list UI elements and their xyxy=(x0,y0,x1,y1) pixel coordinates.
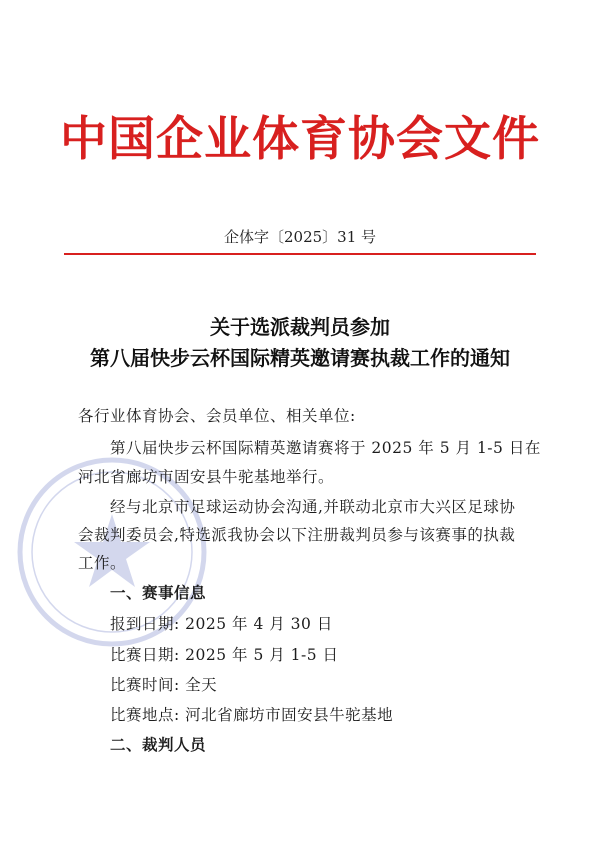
document-number: 企体字〔2025〕31 号 xyxy=(223,228,377,246)
section-2-heading: 二、裁判人员 xyxy=(110,736,207,754)
info-match-venue: 比赛地点: 河北省廊坊市固安县牛驼基地 xyxy=(110,706,394,724)
notice-title-line-1: 关于选派裁判员参加 xyxy=(210,315,390,339)
info-report-date: 报到日期: 2025 年 4 月 30 日 xyxy=(110,615,333,633)
org-header-title: 中国企业体育协会文件 xyxy=(60,112,540,167)
notice-title-line-2: 第八届快步云杯国际精英邀请赛执裁工作的通知 xyxy=(90,346,510,370)
paragraph-2-line-1: 经与北京市足球运动协会沟通,并联动北京市大兴区足球协 xyxy=(110,498,516,516)
section-1-heading: 一、赛事信息 xyxy=(110,584,207,602)
salutation: 各行业体育协会、会员单位、相关单位: xyxy=(78,407,356,425)
paragraph-2-line-3: 工作。 xyxy=(78,554,127,572)
info-match-date: 比赛日期: 2025 年 5 月 1-5 日 xyxy=(110,646,339,664)
paragraph-1-line-2: 河北省廊坊市固安县牛驼基地举行。 xyxy=(78,468,335,486)
info-match-time: 比赛时间: 全天 xyxy=(110,676,218,694)
red-divider-line xyxy=(64,253,536,255)
paragraph-1-line-1: 第八届快步云杯国际精英邀请赛将于 2025 年 5 月 1-5 日在 xyxy=(110,439,541,457)
paragraph-2-line-2: 会裁判委员会,特选派我协会以下注册裁判员参与该赛事的执裁 xyxy=(78,526,516,544)
